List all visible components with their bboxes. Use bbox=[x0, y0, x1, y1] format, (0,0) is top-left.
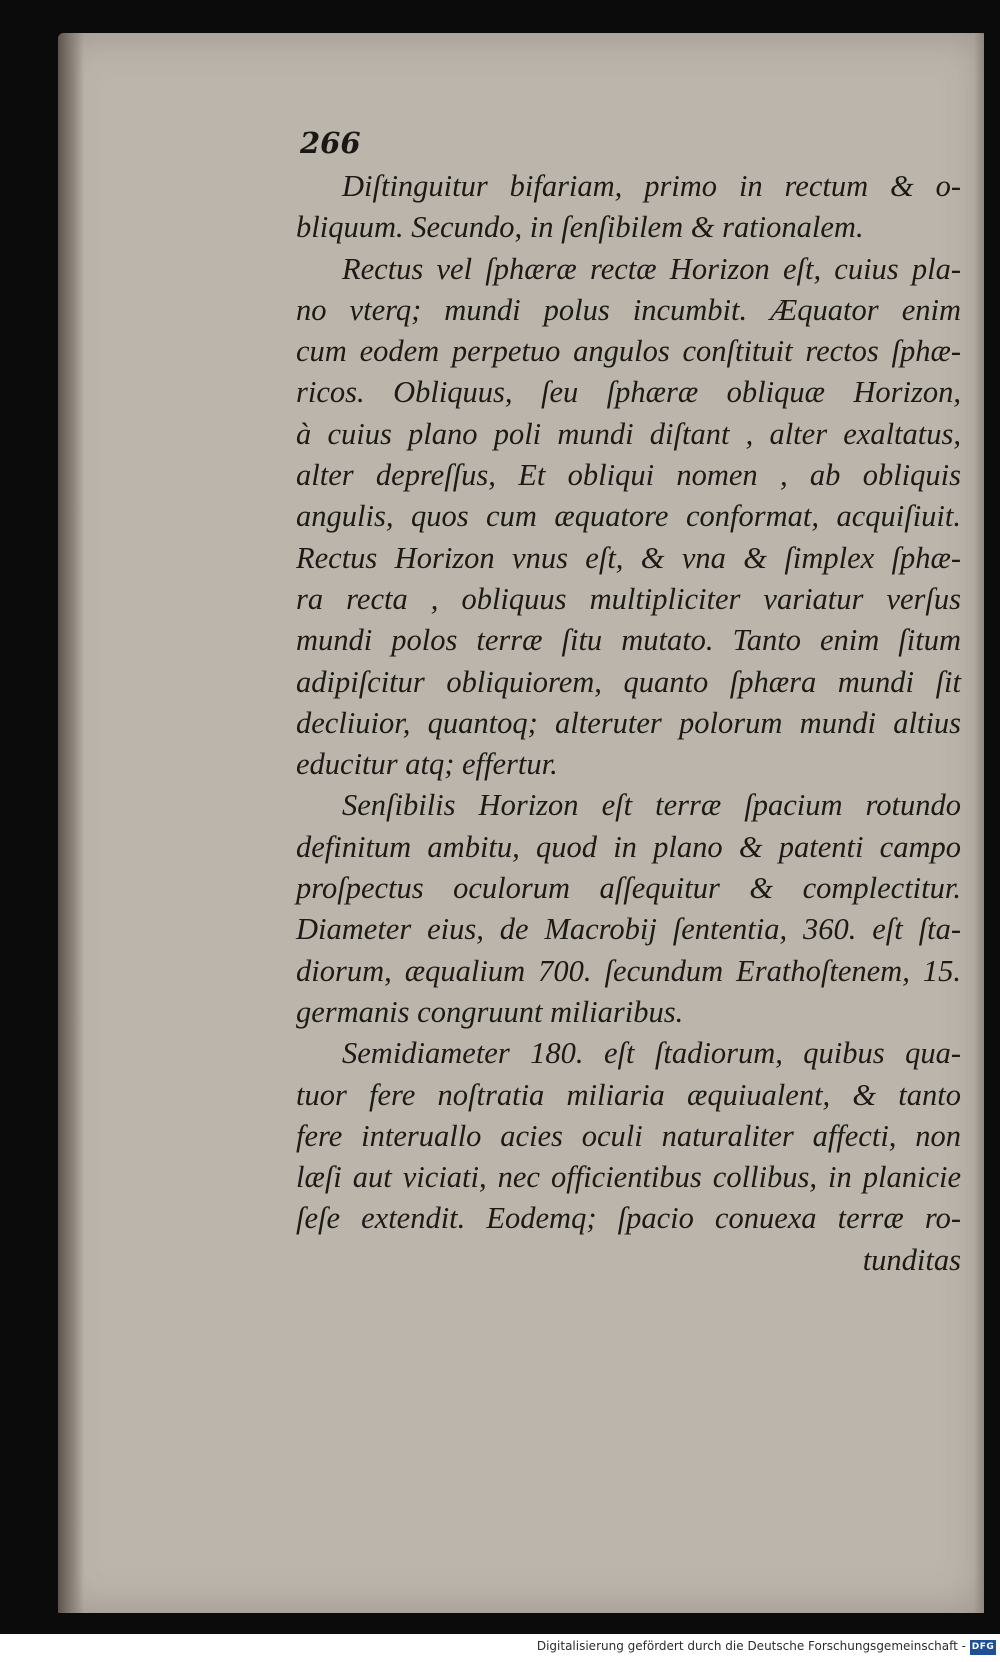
text-line: angulis, quos cum æquatore conformat, acquiſiuit. bbox=[296, 499, 961, 534]
text-line: no vterq; mundi polus incumbit. Æquator enim bbox=[296, 292, 961, 327]
text-line: Diameter eius, de Macrobij ſententia, 360. eſt ſta- bbox=[296, 912, 961, 947]
text-line: germanis congruunt miliaribus. bbox=[296, 994, 684, 1029]
text-line: Diſtinguitur bifariam, primo in rectum & o- bbox=[342, 169, 961, 203]
text-line: ſeſe extendit. Eodemq; ſpacio conuexa terræ ro- bbox=[296, 1201, 961, 1236]
text-line: bliquum. Secundo, in ſenſibilem & rationalem. bbox=[296, 210, 864, 245]
catchword: tunditas bbox=[862, 1242, 961, 1277]
text-line: Semidiameter 180. eſt ſtadiorum, quibus qua- bbox=[342, 1036, 961, 1071]
text-line: mundi polos terræ ſitu mutato. Tanto enim ſitum bbox=[296, 623, 961, 658]
binding-gutter-shadow bbox=[58, 33, 84, 1613]
page-number: 266 bbox=[300, 126, 361, 160]
footer-bar bbox=[0, 1634, 1000, 1662]
text-line: educitur atq; effertur. bbox=[296, 747, 558, 782]
text-line: diorum, æqualium 700. ſecundum Erathoſtenem, 15. bbox=[296, 953, 961, 988]
text-line: Senſibilis Horizon eſt terræ ſpacium rotundo bbox=[342, 788, 961, 823]
text-line: decliuior, quantoq; alteruter polorum mundi altius bbox=[296, 705, 961, 740]
text-line: cum eodem perpetuo angulos conſtituit rectos ſphæ- bbox=[296, 334, 961, 369]
body-text bbox=[296, 166, 961, 1281]
footer-credit: Digitalisierung gefördert durch die Deutsche Forschungsgemeinschaft - bbox=[536, 1639, 966, 1653]
text-line: proſpectus oculorum aſſequitur & complectitur. bbox=[296, 871, 961, 906]
text-line: læſi aut viciati, nec officientibus collibus, in planicie bbox=[296, 1160, 961, 1195]
text-line: alter depreſſus, Et obliqui nomen , ab obliquis bbox=[296, 458, 961, 493]
text-line: fere interuallo acies oculi naturaliter affecti, non bbox=[296, 1118, 961, 1153]
text-line: tuor fere noſtratia miliaria æquiualent, & tanto bbox=[296, 1077, 961, 1112]
text-line: definitum ambitu, quod in plano & patenti campo bbox=[296, 829, 961, 864]
text-line: adipiſcitur obliquiorem, quanto ſphæra mundi ſit bbox=[296, 664, 961, 699]
text-line: Rectus Horizon vnus eſt, & vna & ſimplex ſphæ- bbox=[296, 540, 961, 575]
text-line: ra recta , obliquus multipliciter variatur verſus bbox=[296, 581, 961, 616]
page-edge-shadow bbox=[974, 33, 984, 1613]
dfg-logo: DFG bbox=[970, 1640, 996, 1655]
text-line: à cuius plano poli mundi diſtant , alter exaltatus, bbox=[296, 416, 961, 451]
text-line: Rectus vel ſphæræ rectæ Horizon eſt, cuius pla- bbox=[342, 251, 961, 286]
text-line: ricos. Obliquus, ſeu ſphæræ obliquæ Horizon, bbox=[296, 375, 961, 410]
